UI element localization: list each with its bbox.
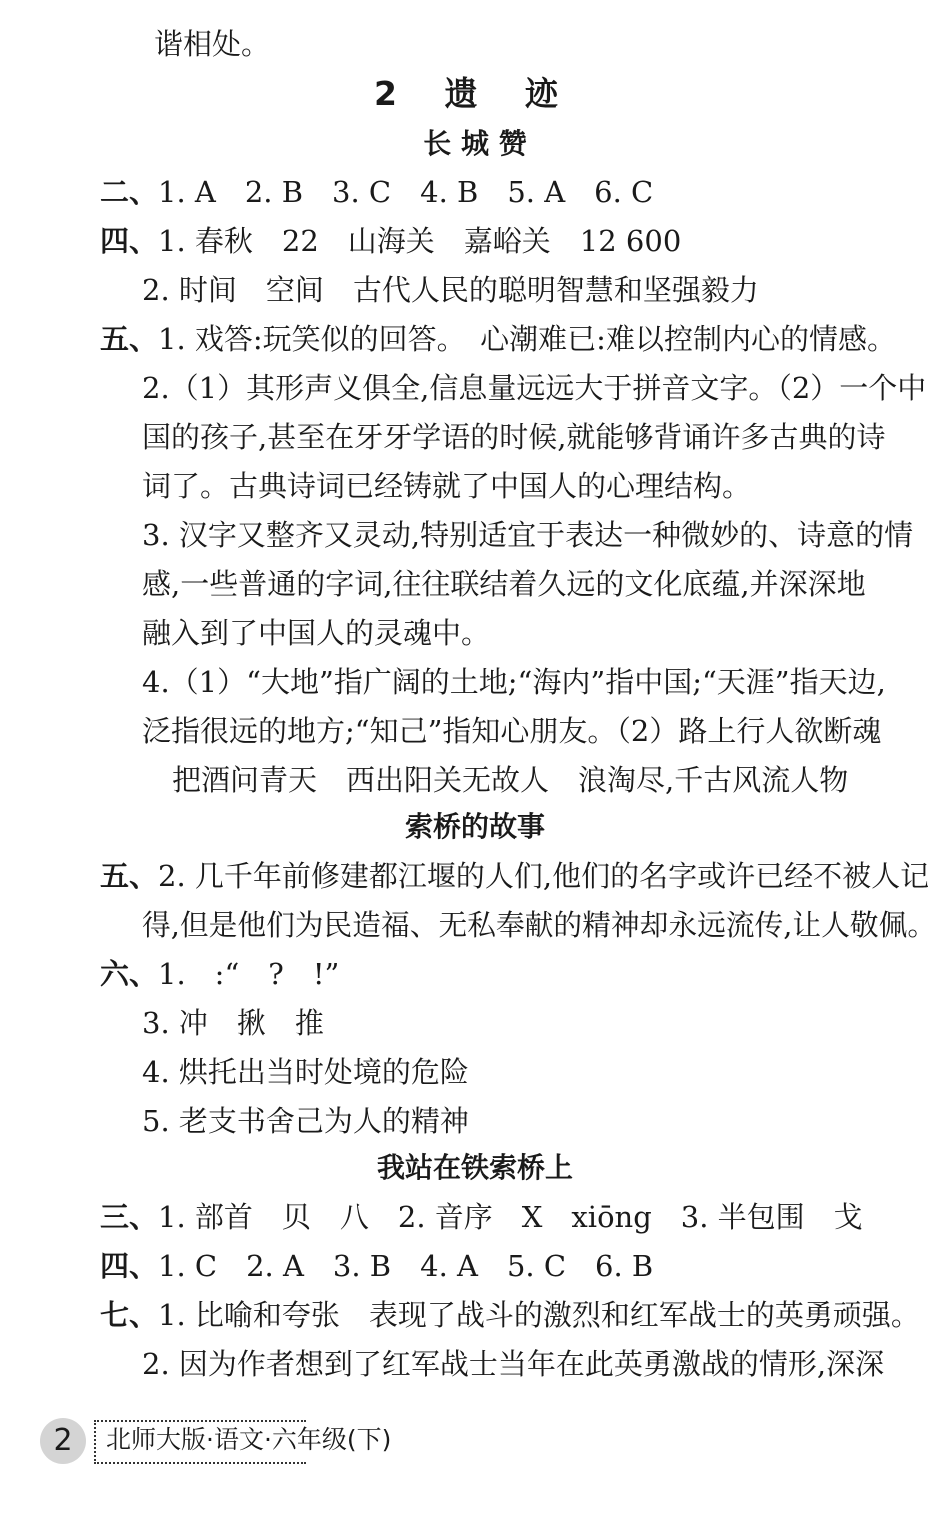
answer-text: 1. 比喻和夸张 表现了战斗的激烈和红军战士的英勇顽强。 [158, 1298, 920, 1332]
question-label: 四、 [100, 224, 159, 258]
answer-text: 4. 烘托出当时处境的危险 [142, 1055, 469, 1089]
question-label: 七、 [100, 1298, 159, 1332]
answer-line [142, 662, 886, 702]
answer-text: 融入到了中国人的灵魂中。 [142, 616, 491, 650]
answer-line [100, 1246, 653, 1286]
answer-line [142, 417, 885, 457]
answer-text: 得,但是他们为民造福、无私奉献的精神却永远流传,让人敬佩。 [142, 908, 937, 942]
question-label: 三、 [100, 1200, 159, 1234]
answer-line [142, 613, 490, 653]
answer-text: 5. 老支书舍己为人的精神 [142, 1104, 469, 1138]
chapter-title: 2 遗 迹 [374, 74, 576, 113]
answer-line [142, 270, 759, 310]
answer-line [142, 711, 881, 751]
answer-line [100, 221, 681, 261]
answer-line [100, 319, 896, 359]
answer-line [172, 760, 848, 800]
answer-text: 2. 因为作者想到了红军战士当年在此英勇激战的情形,深深 [142, 1347, 885, 1381]
answer-line [142, 905, 936, 945]
answer-line [142, 368, 926, 408]
answer-text: 感,一些普通的字词,往往联结着久远的文化底蕴,并深深地 [142, 567, 866, 601]
answer-line [142, 1344, 884, 1384]
answer-line [100, 856, 929, 896]
answer-text: 词了。古典诗词已经铸就了中国人的心理结构。 [142, 469, 752, 503]
answer-line [100, 172, 653, 212]
section-title-3: 我站在铁索桥上 [376, 1151, 573, 1184]
answer-text: 2. 几千年前修建都江堰的人们,他们的名字或许已经不被人记 [158, 859, 930, 893]
answer-line [142, 1101, 469, 1141]
answer-text: 泛指很远的地方;“知己”指知心朋友。（2）路上行人欲断魂 [142, 714, 882, 748]
answer-text: 1. 戏答:玩笑似的回答。 心潮难已:难以控制内心的情感。 [158, 322, 896, 356]
answer-line [100, 1197, 863, 1237]
answer-text: 把酒问青天 西出阳关无故人 浪淘尽,千古风流人物 [172, 763, 849, 797]
page-number: 2 [40, 1418, 86, 1464]
text-line-content: 谐相处。 [154, 27, 271, 61]
answer-line [142, 1003, 324, 1043]
question-label: 二、 [100, 175, 159, 209]
book-edition-label: 北师大版·语文·六年级(下) [106, 1425, 392, 1454]
answer-line [100, 954, 339, 994]
answer-line [142, 515, 913, 555]
answer-text: 2.（1）其形声义俱全,信息量远远大于拼音文字。（2）一个中 [142, 371, 927, 405]
answer-text: 国的孩子,甚至在牙牙学语的时候,就能够背诵许多古典的诗 [142, 420, 886, 454]
answer-text: 1. A 2. B 3. C 4. B 5. A 6. C [158, 175, 654, 209]
question-label: 四、 [100, 1249, 159, 1283]
answer-text: 4.（1）“大地”指广阔的土地;“海内”指中国;“天涯”指天边, [142, 665, 886, 699]
section-title-1: 长 城 赞 [423, 127, 527, 160]
answer-text: 1. 春秋 22 山海关 嘉峪关 12 600 [158, 224, 682, 258]
answer-line [142, 466, 751, 506]
answer-text: 1. 部首 贝 八 2. 音序 X xiōng 3. 半包围 戈 [158, 1200, 863, 1234]
section-title-2: 索桥的故事 [404, 810, 545, 843]
answer-line [142, 1052, 469, 1092]
answer-text: 3. 冲 揪 推 [142, 1006, 324, 1040]
question-label: 六、 [100, 957, 159, 991]
question-label: 五、 [100, 859, 159, 893]
answer-text: 1. C 2. A 3. B 4. A 5. C 6. B [158, 1249, 654, 1283]
answer-text: 2. 时间 空间 古代人民的聪明智慧和坚强毅力 [142, 273, 759, 307]
question-label: 五、 [100, 322, 159, 356]
answer-line [142, 564, 866, 604]
answer-text: 1. :“ ? !” [158, 957, 340, 991]
answer-text: 3. 汉字又整齐又灵动,特别适宜于表达一种微妙的、诗意的情 [142, 518, 914, 552]
text-line [154, 24, 270, 64]
answer-line [100, 1295, 920, 1335]
